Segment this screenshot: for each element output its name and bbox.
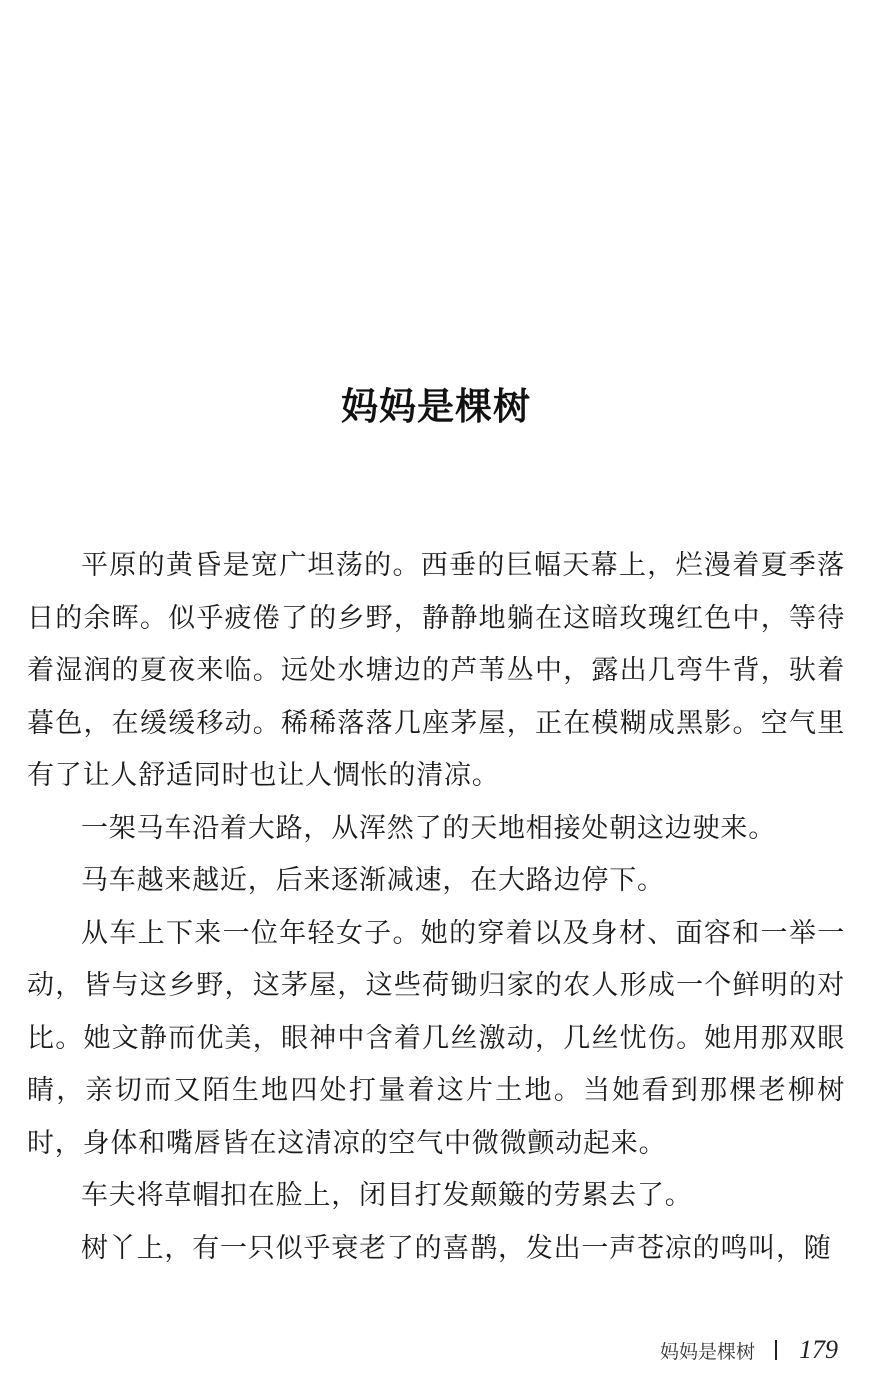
paragraph: 树丫上，有一只似乎衰老了的喜鹊，发出一声苍凉的鸣叫，随 <box>81 1232 832 1264</box>
running-title: 妈妈是棵树 <box>659 1340 755 1363</box>
paragraph: 从车上下来一位年轻女子。她的穿着以及身材、面容和一举一动，皆与这乡野，这茅屋，这些荷锄归家的农人形成一个鲜明的对比。她文静而优美，眼神中含着几丝激动，几丝忧伤。她用那双眼睛，亲切而又陌生地四处打量着这片土地。当她看到那棵老柳树时，身体和嘴唇皆在这清凉的空气中微微颤动起来。 <box>27 917 845 1159</box>
page-footer <box>660 1332 838 1368</box>
paragraph: 马车越来越近，后来逐渐减速，在大路边停下。 <box>81 865 665 896</box>
paragraph: 平原的黄昏是宽广坦荡的。西垂的巨幅天幕上，烂漫着夏季落日的余晖。似乎疲倦了的乡野，静静地躺在这暗玫瑰红色中，等待着湿润的夏夜来临。远处水塘边的芦苇丛中，露出几弯牛背，驮着暮色，在缓缓移动。稀稀落落几座茅屋，正在模糊成黑影。空气里有了让人舒适同时也让人惆怅的清凉。 <box>27 550 845 791</box>
chapter-title: 妈妈是棵树 <box>341 385 531 428</box>
chapter-body <box>27 540 845 1275</box>
paragraph: 一架马车沿着大路，从浑然了的天地相接处朝这边驶来。 <box>81 812 776 844</box>
paragraph: 车夫将草帽扣在脸上，闭目打发颠簸的劳累去了。 <box>81 1180 693 1211</box>
footer-divider <box>775 1340 777 1360</box>
page-number: 179 <box>799 1335 838 1364</box>
